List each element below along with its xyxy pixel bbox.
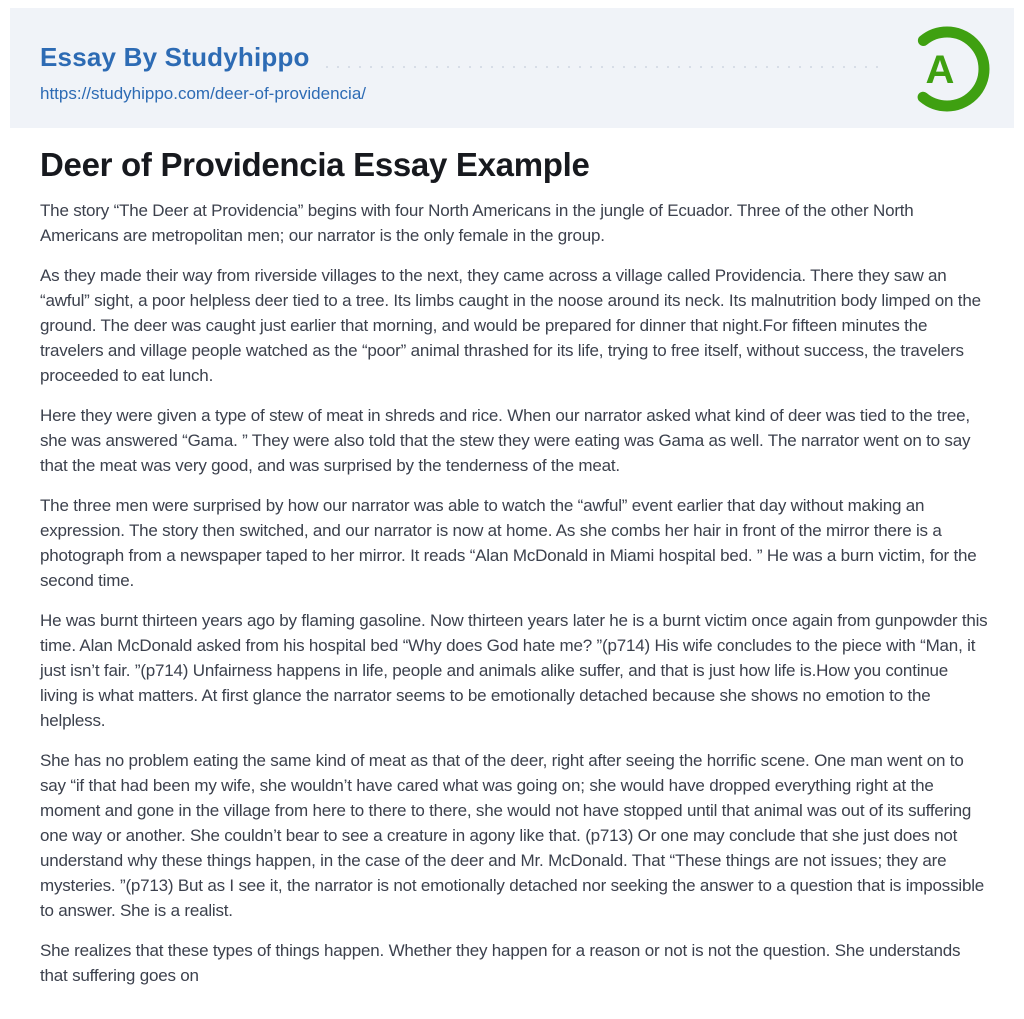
essay-content — [40, 146, 990, 1003]
essay-paragraph-4: The three men were surprised by how our narrator was able to watch the “awful” event earlier that day without making an expression. The story then switched, and our narrator is now at home. As she combs her hair in front of the mirror there is a photograph from a newspaper taped to her mirror. It reads “Alan McDonald in Miami hospital bed. ” He was a burn victim, for the second time. — [40, 496, 977, 590]
site-title-link[interactable]: Essay By Studyhippo — [40, 42, 310, 72]
essay-paragraph-1: The story “The Deer at Providencia” begins with four North Americans in the jungle of Ecuador. Three of the other North Americans are metropolitan men; our narrator is the only female in the group. — [40, 201, 914, 245]
essay-paragraph-2: As they made their way from riverside villages to the next, they came across a village called Providencia. There they saw an “awful” sight, a poor helpless deer tied to a tree. Its limbs caught in the noose around its neck. Its malnutrition body limped on the ground. The deer was caught just earlier that morning, and would be prepared for dinner that night.For fifteen minutes the travelers and village people watched as the “poor” animal thrashed for its life, trying to free itself, without success, the travelers proceeded to eat lunch. — [40, 266, 981, 385]
studyhippo-logo[interactable] — [900, 22, 994, 116]
dotted-divider — [326, 66, 879, 68]
essay-title: Deer of Providencia Essay Example — [40, 146, 590, 183]
essay-paragraph-7: She realizes that these types of things happen. Whether they happen for a reason or not is not the question. She understands that suffering goes on — [40, 941, 961, 985]
essay-paragraph-6: She has no problem eating the same kind of meat as that of the deer, right after seeing the horrific scene. One man went on to say “if that had been my wife, she wouldn’t have cared what was going on; she would have dropped everything right at the moment and gone in the village from here to there to there, she would not have stopped until that animal was out of its suffering one way or another. She couldn’t bear to see a creature in agony like that. (p713) Or one may conclude that she just does not understand why these things happen, in the case of the deer and Mr. McDonald. That “These things are not issues; they are mysteries. ”(p713) But as I see it, the narrator is not emotionally detached nor seeking the answer to a question that is impossible to answer. She is a realist. — [40, 751, 985, 920]
essay-url-link[interactable]: https://studyhippo.com/deer-of-providencia/ — [40, 84, 367, 103]
essay-paragraph-3: Here they were given a type of stew of meat in shreds and rice. When our narrator asked what kind of deer was tied to the tree, she was answered “Gama. ” They were also told that the stew they were eating was Gama as well. The narrator went on to say that the meat was very good, and was surprised by the tenderness of the meat. — [40, 406, 971, 475]
site-title-row — [40, 42, 879, 73]
logo-letter: A — [925, 48, 955, 92]
essay-paragraph-5: He was burnt thirteen years ago by flaming gasoline. Now thirteen years later he is a burnt victim once again from gunpowder this time. Alan McDonald asked from his hospital bed “Why does God hate me? ”(p714) His wife concludes to the piece with “Man, it just isn’t fair. ”(p714) Unfairness happens in life, people and animals alike suffer, and that is just how life is.How you continue living is what matters. At first glance the narrator seems to be emotionally detached because she shows no emotion to the helpless. — [40, 611, 988, 730]
logo-arc-icon — [900, 22, 994, 116]
header — [10, 8, 1014, 128]
